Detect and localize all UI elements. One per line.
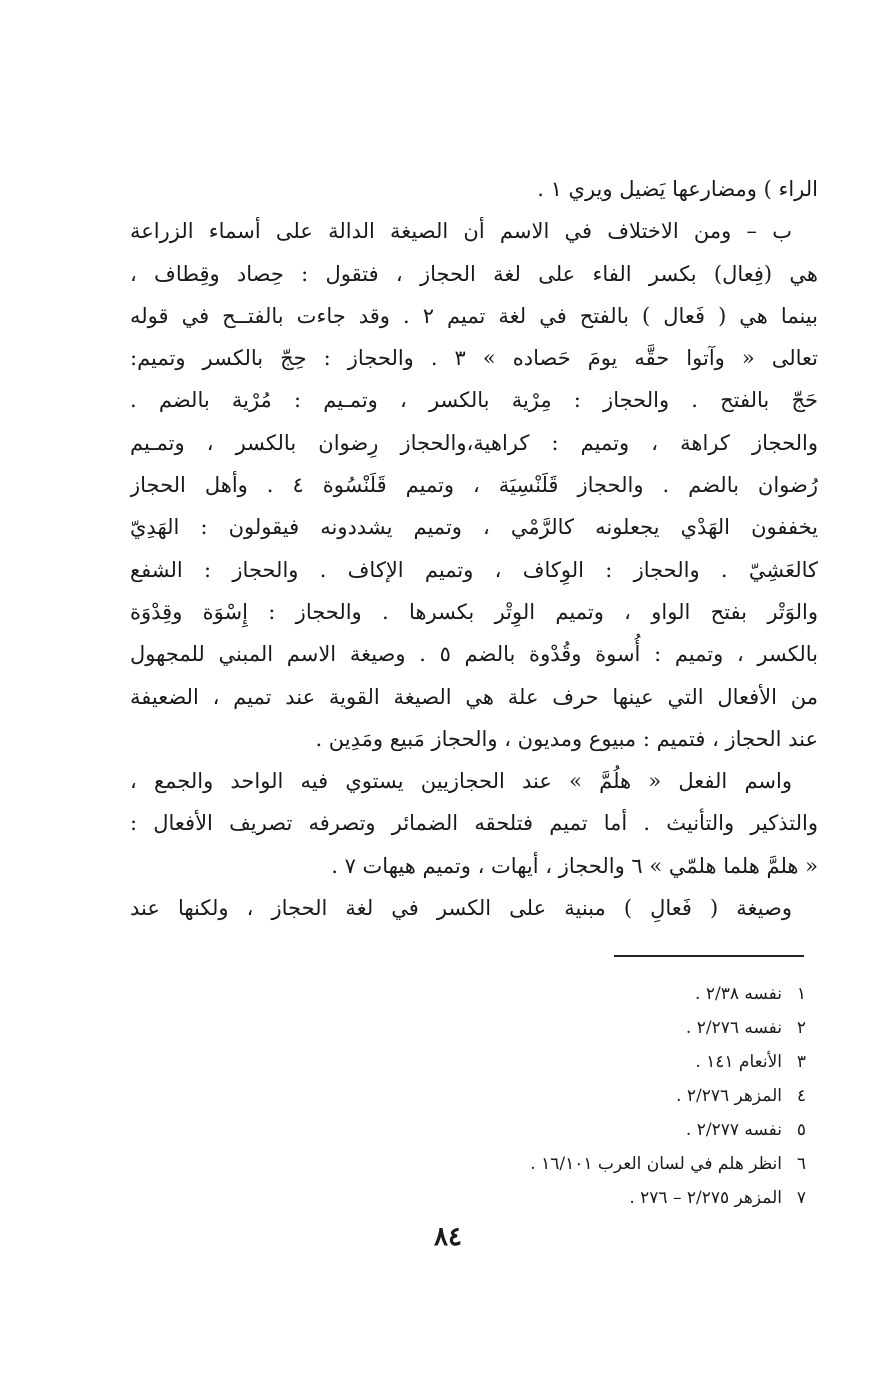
footnotes <box>420 977 806 1215</box>
footnote-text: المزهر ٢/٢٧٥ – ٢٧٦ . <box>629 1188 782 1208</box>
footnote-number: ٤ <box>796 1086 806 1106</box>
footnote <box>420 1011 806 1045</box>
footnote <box>420 1045 806 1079</box>
footnote <box>420 977 806 1011</box>
footnote <box>420 1113 806 1147</box>
text-line: يخففون الهَدْي يجعلونه كالرَّمْي ، وتميم يشددونه فيقولون : الهَدِيّ <box>130 515 818 540</box>
text-line: والحجاز كراهة ، وتميم : كراهية،والحجاز رِضوان بالكسر ، وتمـيم <box>130 430 818 455</box>
text-line: حَجّ بالفتح . والحجاز : مِرْية بالكسر ، وتمـيم : مُرْية بالضم . <box>130 388 818 413</box>
text-line: تعالى « وآتوا حقَّه يومَ حَصاده » ٣ . والحجاز : حِجّ بالكسر وتميم: <box>130 346 818 371</box>
footnote-number: ٧ <box>796 1188 806 1208</box>
page-number: ٨٤ <box>434 1222 462 1252</box>
footnote <box>420 1147 806 1181</box>
text-line: واسم الفعل « هلُمَّ » عند الحجازيين يستوي فيه الواحد والجمع ، <box>130 769 792 794</box>
footnote-text: المزهر ٢/٢٧٦ . <box>676 1086 782 1106</box>
footnote-number: ٢ <box>796 1018 806 1038</box>
footnote-number: ٦ <box>796 1154 806 1174</box>
text-line: عند الحجاز ، فتميم : مبيوع ومديون ، والحجاز مَبيع ومَدِين . <box>315 726 818 751</box>
text-line: كالعَشِيّ . والحجاز : الوِكاف ، وتميم الإكاف . والحجاز : الشفع <box>130 557 818 582</box>
main-text <box>130 168 818 929</box>
footnote-text: نفسه ٢/٢٧٦ . <box>685 1018 782 1038</box>
footnote <box>420 1079 806 1113</box>
text-line: بينما هي ( فَعال ) بالفتح في لغة تميم ٢ . وقد جاءت بالفتــح في قوله <box>130 303 818 328</box>
footnote <box>420 1181 806 1215</box>
footnote-text: نفسه ٢/٣٨ . <box>695 984 782 1004</box>
footnote-number: ٥ <box>796 1120 806 1140</box>
footnote-text: نفسه ٢/٢٧٧ . <box>685 1120 782 1140</box>
text-line: من الأفعال التي عينها حرف علة هي الصيغة القوية عند تميم ، الضعيفة <box>130 684 818 709</box>
text-line: وصيغة ( فَعالِ ) مبنية على الكسر في لغة الحجاز ، ولكنها عند <box>130 896 792 921</box>
text-line: والوَتْر بفتح الواو ، وتميم الوِتْر بكسرها . والحجاز : إِسْوَة وقِدْوَة <box>130 599 818 624</box>
text-line: بالكسر ، وتميم : أُسوة وقُدْوة بالضم ٥ . وصيغة الاسم المبني للمجهول <box>130 642 818 667</box>
footnote-number: ٣ <box>796 1052 806 1072</box>
footnote-number: ١ <box>796 984 806 1004</box>
text-line: رُضوان بالضم . والحجاز قَلَنْسِيَة ، وتميم قَلَنْسُوة ٤ . وأهل الحجاز <box>130 473 818 498</box>
text-line: ب – ومن الاختلاف في الاسم أن الصيغة الدالة على أسماء الزراعة <box>130 219 792 244</box>
footnote-text: الأنعام ١٤١ . <box>695 1052 782 1072</box>
footnote-separator <box>614 955 804 957</box>
text-line: والتذكير والتأنيث . أما تميم فتلحقه الضمائر وتصرفه تصريف الأفعال : <box>130 811 818 836</box>
text-line: هي (فِعال) بكسر الفاء على لغة الحجاز ، فتقول : حِصاد وقِطاف ، <box>130 261 818 286</box>
text-line: الراء ) ومضارعها يَضيل ويري ١ . <box>537 177 818 201</box>
footnote-text: انظر هلم في لسان العرب ١٦/١٠١ . <box>530 1154 782 1174</box>
text-line: « هلمَّ هلما هلمّي » ٦ والحجاز ، أيهات ، وتميم هيهات ٧ . <box>331 853 818 878</box>
